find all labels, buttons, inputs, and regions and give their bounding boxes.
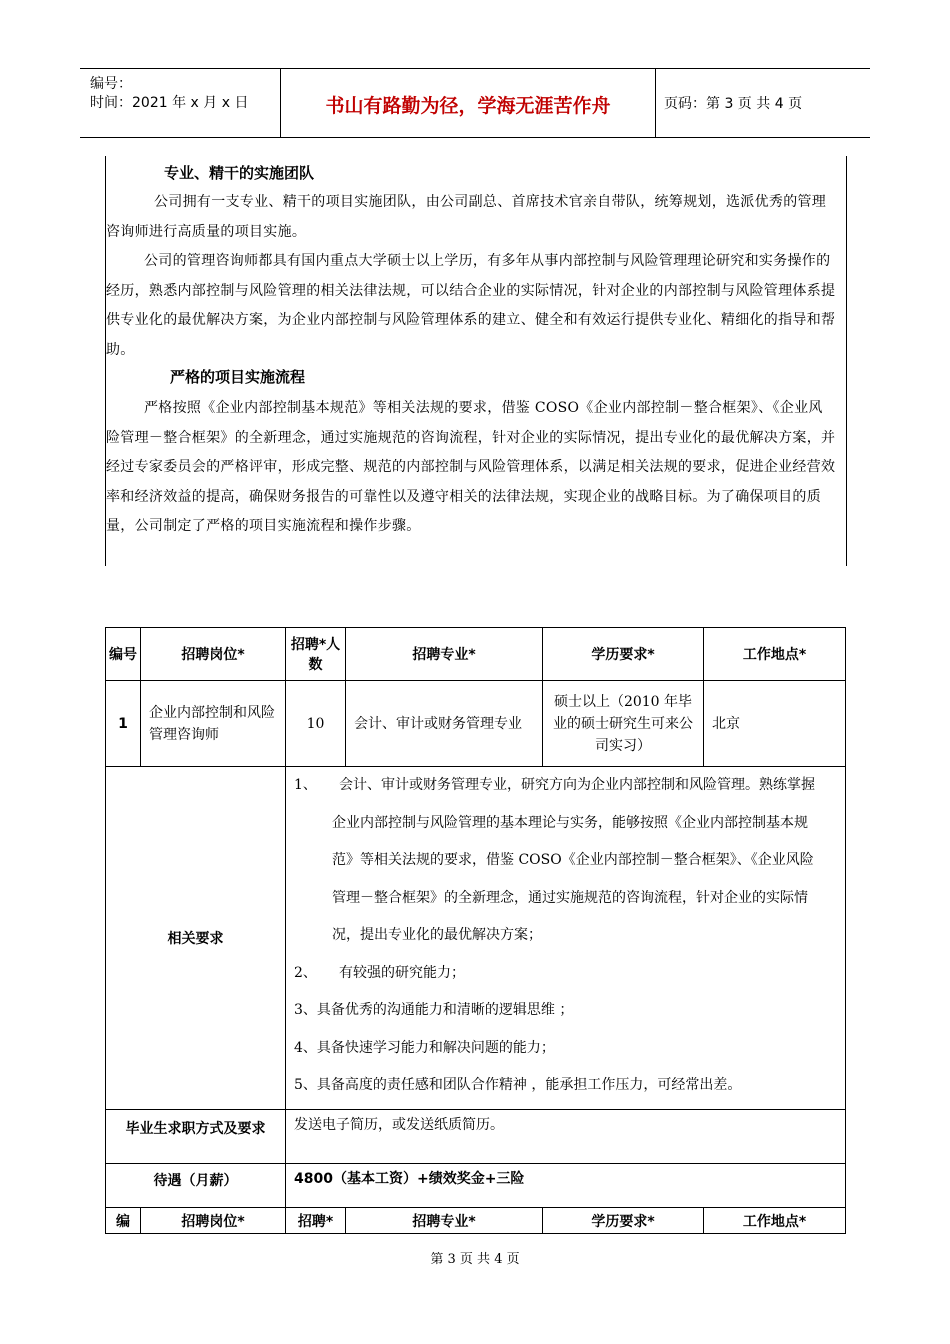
content-section <box>105 156 847 566</box>
section-heading-process: 严格的项目实施流程 <box>170 368 306 386</box>
table-header-row-repeat <box>106 1208 846 1234</box>
header-divider <box>280 69 281 137</box>
header-meta <box>90 75 248 113</box>
apply-row <box>106 1110 846 1164</box>
table-header-row <box>106 628 846 681</box>
requirement-2 <box>294 955 837 993</box>
header-education: 学历要求* <box>543 1208 704 1234</box>
section-heading-team: 专业、精干的实施团队 <box>164 164 315 182</box>
page-header <box>80 68 870 138</box>
requirement-1-cont: 企业内部控制与风险管理的基本理论与实务，能够按照《企业内部控制基本规 <box>332 814 808 831</box>
requirement-2-number: 2、 <box>294 964 317 981</box>
header-no: 编 <box>106 1208 141 1234</box>
header-position: 招聘岗位* <box>141 1208 286 1234</box>
requirements-label-text: 相关要求 <box>167 931 224 947</box>
salary-label <box>106 1164 286 1208</box>
requirements-row <box>106 767 846 1110</box>
recruitment-table <box>105 627 846 1234</box>
header-major: 招聘专业* <box>346 1208 543 1234</box>
requirement-1-text: 会计、审计或财务管理专业，研究方向为企业内部控制和风险管理。熟练掌握 <box>339 777 815 793</box>
header-count: 招聘*人数 <box>286 628 346 681</box>
requirements-list <box>286 767 846 1110</box>
requirement-5: 5、具备高度的责任感和团队合作精神 ，能承担工作压力，可经常出差。 <box>294 1077 742 1093</box>
page-number-label: 页码：第 3 页 共 4 页 <box>664 96 803 112</box>
salary-value: 4800（基本工资）+绩效奖金+三险 <box>286 1164 846 1208</box>
requirement-1-cont: 范》等相关法规的要求，借鉴 COSO《企业内部控制－整合框架》、《企业风险 <box>332 852 814 868</box>
requirement-1 <box>294 767 837 805</box>
code-label: 编号： <box>90 76 132 92</box>
apply-label: 毕业生求职方式及要求 <box>106 1110 286 1164</box>
header-divider <box>655 69 656 137</box>
page-footer: 第 3 页 共 4 页 <box>430 1252 520 1267</box>
requirement-1-number: 1、 <box>294 777 317 793</box>
header-education: 学历要求* <box>543 628 704 681</box>
row-position: 企业内部控制和风险管理咨询师 <box>141 681 286 767</box>
row-major: 会计、审计或财务管理专业 <box>346 681 543 767</box>
team-paragraph-1: 公司拥有一支专业、精干的项目实施团队，由公司副总、首席技术官亲自带队，统筹规划，选派优秀的管理咨询师进行高质量的项目实施。 <box>106 194 827 240</box>
team-paragraph-2: 公司的管理咨询师都具有国内重点大学硕士以上学历，有多年从事内部控制与风险管理理论研究和实务操作的经历，熟悉内部控制与风险管理的相关法律法规，可以结合企业的实际情况，针对企业的内部控制与风险管理体系提供专业化的最优解决方案，为企业内部控制与风险管理体系的建立、健全和有效运行提供专业化、精细化的指导和帮助。 <box>106 253 836 358</box>
requirements-label <box>106 767 286 1110</box>
header-no: 编号 <box>106 628 141 681</box>
table-row <box>106 681 846 767</box>
row-location: 北京 <box>704 681 846 767</box>
salary-label-text: 待遇（月薪） <box>153 1173 238 1189</box>
requirement-2-text: 有较强的研究能力； <box>339 964 465 981</box>
header-location: 工作地点* <box>704 1208 846 1234</box>
apply-value: 发送电子简历，或发送纸质简历。 <box>286 1110 846 1164</box>
header-major: 招聘专业* <box>346 628 543 681</box>
header-motto: 书山有路勤为径，学海无涯苦作舟 <box>325 95 611 117</box>
row-education: 硕士以上（2010 年毕业的硕士研究生可来公司实习） <box>543 681 704 767</box>
time-label: 时间：2021 年 x 月 x 日 <box>90 95 249 111</box>
header-location: 工作地点* <box>704 628 846 681</box>
requirement-4: 4、具备快速学习能力和解决问题的能力； <box>294 1039 555 1056</box>
header-position: 招聘岗位* <box>141 628 286 681</box>
requirement-1-cont: 管理－整合框架》的全新理念，通过实施规范的咨询流程，针对企业的实际情 <box>332 889 808 906</box>
header-count: 招聘* <box>286 1208 346 1234</box>
requirement-1-cont: 况，提出专业化的最优解决方案； <box>332 927 542 943</box>
row-count: 10 <box>286 681 346 767</box>
process-paragraph: 严格按照《企业内部控制基本规范》等相关法规的要求，借鉴 COSO《企业内部控制－整合框架》、《企业风险管理－整合框架》的全新理念，通过实施规范的咨询流程，针对企业的实际情况，提出专业化的最优解决方案，并经过专家委员会的严格评审，形成完整、规范的内部控制与风险管理体系，以满足相关法规的要求，促进企业经营效率和经济效益的提高，确保财务报告的可靠性以及遵守相关的法律法规，实现企业的战略目标。为了确保项目的质量，公司制定了严格的项目实施流程和操作步骤。 <box>106 400 836 534</box>
requirement-3: 3、具备优秀的沟通能力和清晰的逻辑思维 ； <box>294 1002 574 1018</box>
row-no: 1 <box>106 681 141 767</box>
salary-row <box>106 1164 846 1208</box>
